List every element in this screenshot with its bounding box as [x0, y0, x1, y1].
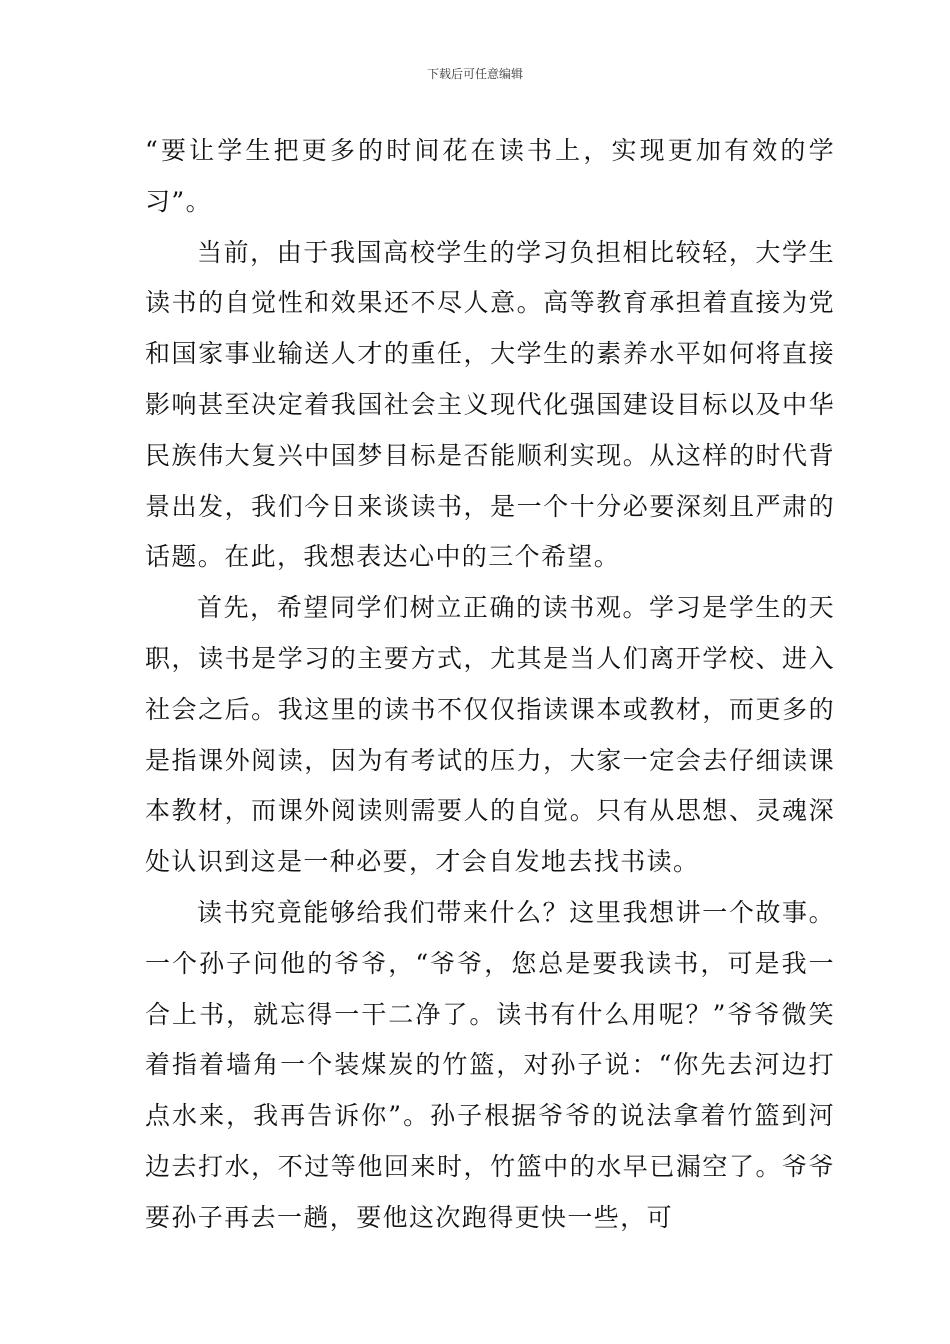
- document-body: [145, 126, 835, 1244]
- paragraph-current-situation: 当前，由于我国高校学生的学习负担相比较轻，大学生读书的自觉性和效果还不尽人意。高等教育承担着直接为党和国家事业输送人才的重任，大学生的素养水平如何将直接影响甚至决定着我国社会主义现代化强国建设目标以及中华民族伟大复兴中国梦目标是否能顺利实现。从这样的时代背景出发，我们今日来谈读书，是一个十分必要深刻且严肃的话题。在此，我想表达心中的三个希望。: [145, 237, 835, 572]
- paragraph-quote-continuation: “要让学生把更多的时间花在读书上，实现更加有效的学习”。: [145, 136, 835, 216]
- paragraph-first-hope: 首先，希望同学们树立正确的读书观。学习是学生的天职，读书是学习的主要方式，尤其是当人们离开学校、进入社会之后。我这里的读书不仅仅指读课本或教材，而更多的是指课外阅读，因为有考试的压力，大家一定会去仔细读课本教材，而课外阅读则需要人的自觉。只有从思想、灵魂深处认识到这是一种必要，才会自发地去找书读。: [145, 593, 835, 877]
- paragraph-story: 读书究竟能够给我们带来什么？这里我想讲一个故事。一个孙子问他的爷爷，“爷爷，您总是要我读书，可是我一合上书，就忘得一干二净了。读书有什么用呢？”爷爷微笑着指着墙角一个装煤炭的竹篮，对孙子说：“你先去河边打点水来，我再告诉你”。孙子根据爷爷的说法拿着竹篮到河边去打水，不过等他回来时，竹篮中的水早已漏空了。爷爷要孙子再去一趟，要他这次跑得更快一些，可: [145, 897, 835, 1232]
- page-header-note: 下载后可任意编辑: [426, 67, 523, 81]
